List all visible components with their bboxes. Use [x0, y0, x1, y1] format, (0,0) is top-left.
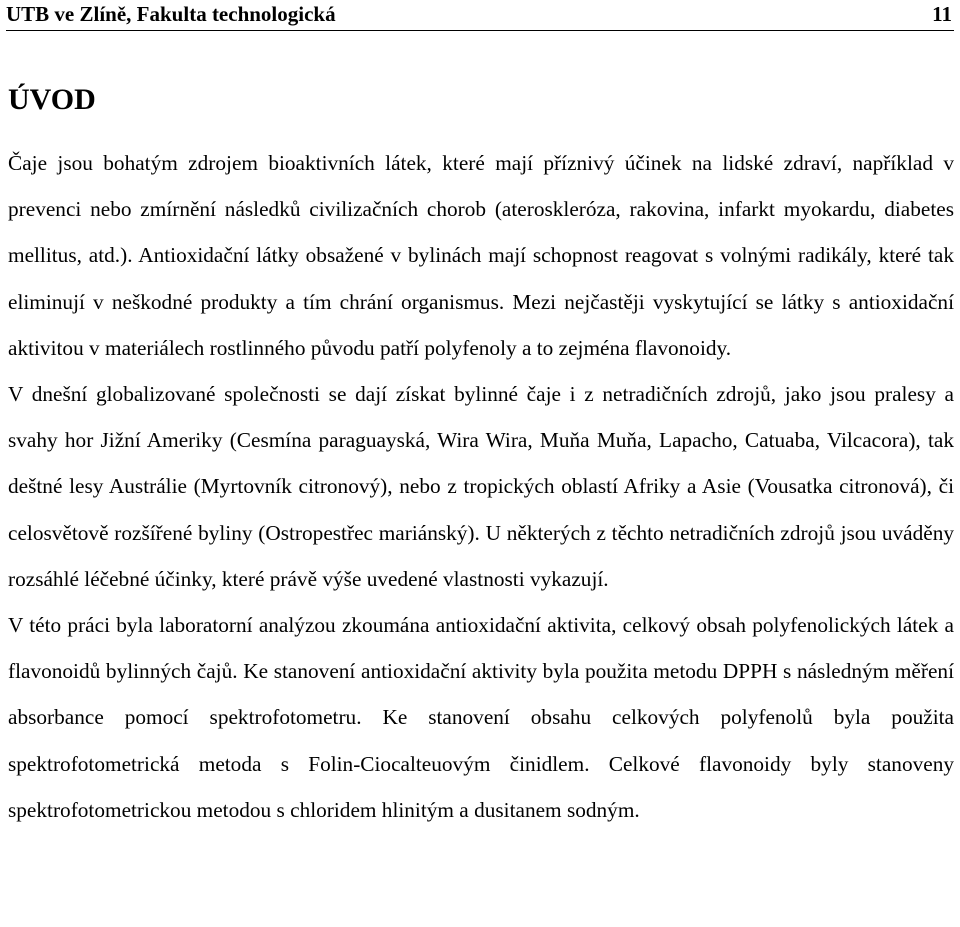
paragraph-methods: V této práci byla laboratorní analýzou zkoumána antioxidační aktivita, celkový obsah polyfenolických látek a flavonoidů bylinných čajů. Ke stanovení antioxidační aktivity byla použita metodu DPPH s následným měření absorbance pomocí spektrofotometru. Ke stanovení obsahu celkových polyfenolů byla použita spektrofotometrická metoda s Folin-Ciocalteuovým činidlem. Celkové flavonoidy byly stanoveny spektrofotometrickou metodou s chloridem hlinitým a dusitanem sodným.	[8, 613, 954, 822]
section-body	[8, 140, 954, 833]
paragraph-intro: Čaje jsou bohatým zdrojem bioaktivních látek, které mají příznivý účinek na lidské zdraví, například v prevenci nebo zmírnění následků civilizačních chorob (ateroskleróza, rakovina, infarkt myokardu, diabetes mellitus, atd.). Antioxidační látky obsažené v bylinách mají schopnost reagovat s volnými radikály, které tak eliminují v neškodné produkty a tím chrání organismus. Mezi nejčastěji vyskytující se látky s antioxidační aktivitou v materiálech rostlinného původu patří polyfenoly a to zejména flavonoidy.	[8, 151, 954, 360]
paragraph-sources: V dnešní globalizované společnosti se dají získat bylinné čaje i z netradičních zdrojů, jako jsou pralesy a svahy hor Jižní Ameriky (Cesmína paraguayská, Wira Wira, Muňa Muňa, Lapacho, Catuaba, Vilcacora), tak deštné lesy Austrálie (Myrtovník citronový), nebo z tropických oblastí Afriky a Asie (Vousatka citronová), či celosvětově rozšířené byliny (Ostropestřec mariánský). U některých z těchto netradičních zdrojů jsou uváděny rozsáhlé léčebné účinky, které právě výše uvedené vlastnosti vykazují.	[8, 382, 954, 591]
section-heading: ÚVOD	[8, 83, 96, 116]
page-number: 11	[932, 2, 952, 26]
header-title: UTB ve Zlíně, Fakulta technologická	[6, 2, 336, 26]
running-header	[6, 0, 954, 31]
